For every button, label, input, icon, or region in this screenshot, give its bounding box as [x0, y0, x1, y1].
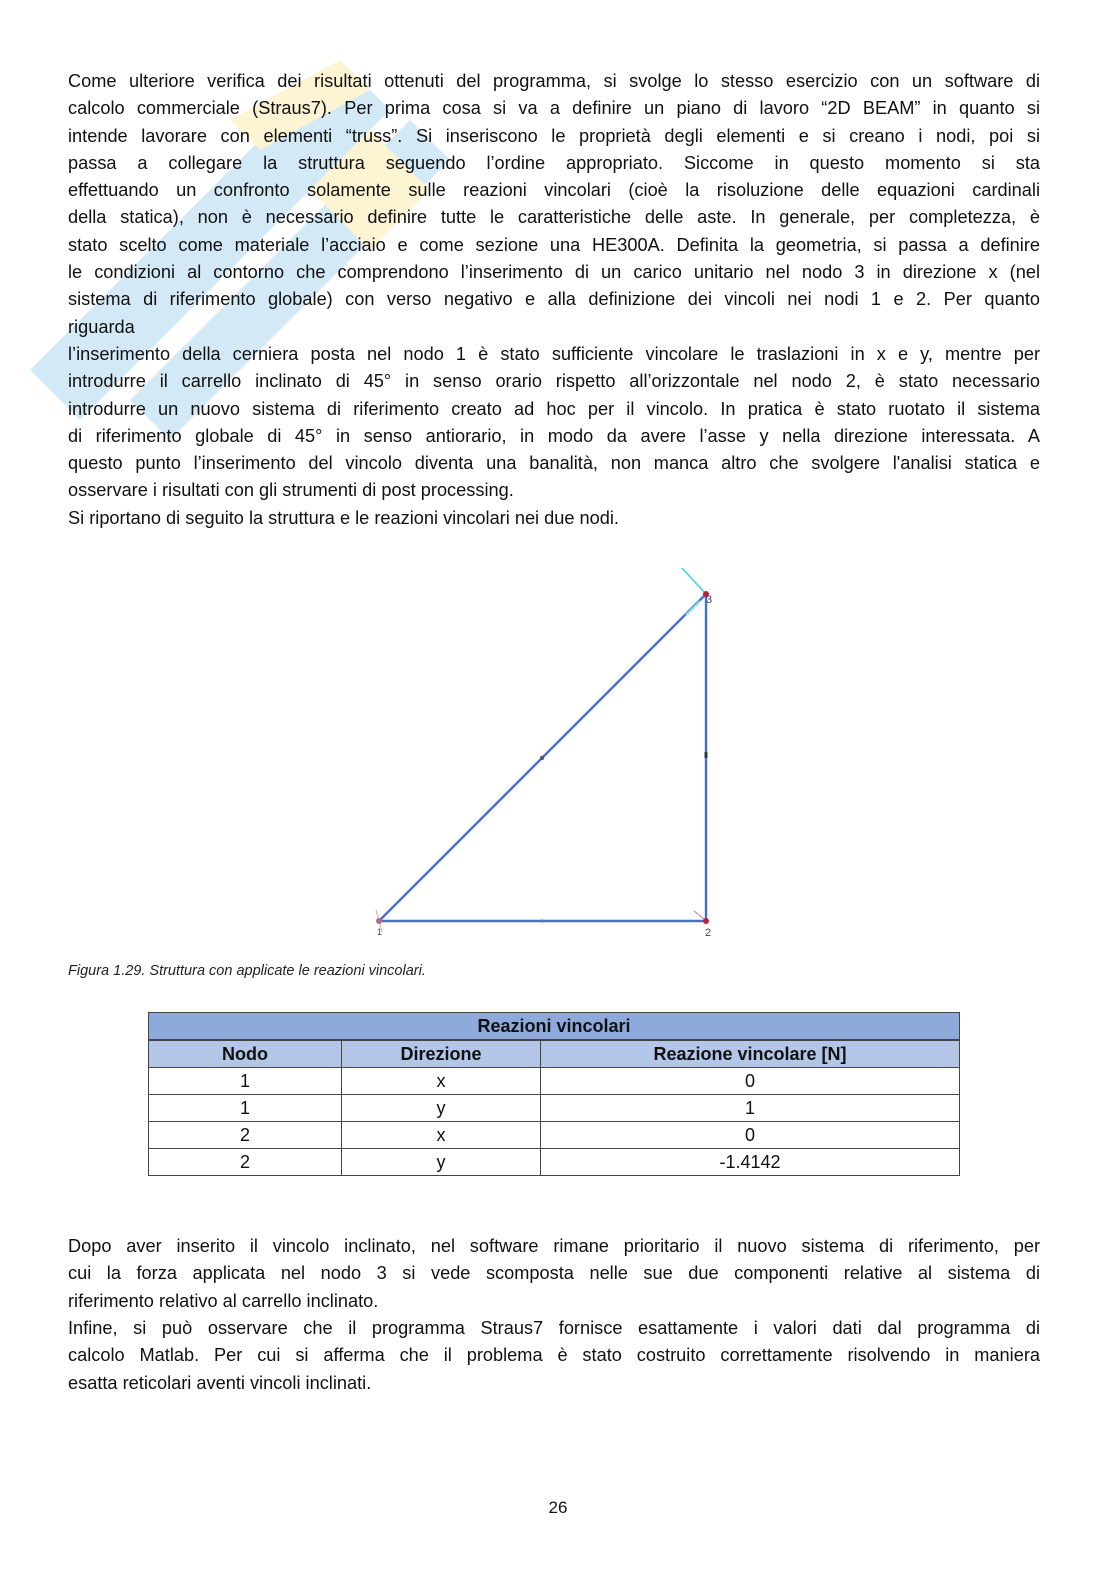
text-line: della statica), non è necessario definire tutte le caratteristiche delle aste. In generale, per completezza, è: [68, 207, 1040, 228]
text-line: di riferimento globale di 45° in senso antiorario, in modo da avere l’asse y nella direzione interessata. A: [68, 425, 1040, 446]
text-line: introdurre il carrello inclinato di 45° in senso orario rispetto all’orizzontale nel nodo 2, è stato necessario: [68, 371, 1040, 392]
text-line: questo punto l’inserimento del vincolo diventa una banalità, non manca altro che svolgere l'analisi statica e: [68, 453, 1040, 474]
paragraph-constraints: [68, 341, 1040, 505]
paragraph-software-note: [68, 1233, 1040, 1315]
text-line: Dopo aver inserito il vincolo inclinato, nel software rimane prioritario il nuovo sistema di riferimento, per: [68, 1236, 1040, 1256]
column-header-direzione: Direzione: [342, 1040, 541, 1068]
cell-reazione: 0: [541, 1068, 960, 1095]
text-line: l’inserimento della cerniera posta nel nodo 1 è stato sufficiente vincolare le traslazioni in x e y, mentre per: [68, 344, 1040, 364]
text-line: Infine, si può osservare che il programma Straus7 fornisce esattamente i valori dati dal programma di: [68, 1318, 1040, 1338]
text-line: esatta reticolari aventi vincoli inclinati.: [68, 1372, 372, 1393]
cell-nodo: 2: [149, 1149, 342, 1176]
text-line: effettuando un confronto solamente sulle reazioni vincolari (cioè la risoluzione delle equazioni cardinali: [68, 180, 1040, 201]
cell-nodo: 1: [149, 1068, 342, 1095]
page-number: 26: [548, 1498, 568, 1517]
table-row: [149, 1068, 960, 1095]
cell-reazione: -1.4142: [541, 1149, 960, 1176]
text-line: Come ulteriore verifica dei risultati ottenuti del programma, si svolge lo stesso esercizio con un software di: [68, 71, 1040, 91]
node-2-label: 2: [705, 927, 712, 939]
text-line: introdurre un nuovo sistema di riferimento creato ad hoc per il vincolo. In pratica è stato ruotato il sistema: [68, 398, 1040, 419]
text-line: riferimento relativo al carrello inclinato.: [68, 1290, 379, 1311]
text-line: cui la forza applicata nel nodo 3 si vede scomposta nelle sue due componenti relative al sistema di: [68, 1263, 1040, 1284]
table-row: [149, 1122, 960, 1149]
text-line: sistema di riferimento globale) con verso negativo e alla definizione dei vincoli nei nodi 1 e 2. Per quanto: [68, 289, 1040, 310]
roller-support-icon: [694, 911, 704, 919]
paragraph-figure-intro: [68, 505, 1040, 532]
column-header-reazione: Reazione vincolare [N]: [541, 1040, 960, 1068]
cell-direzione: x: [342, 1068, 541, 1095]
node-2-marker: [703, 918, 709, 924]
cell-nodo: 1: [149, 1095, 342, 1122]
reactions-table: [148, 1012, 960, 1176]
text-line: calcolo Matlab. Per cui si afferma che il problema è stato costruito correttamente risolvendo in maniera: [68, 1345, 1040, 1366]
text-line: stato scelto come materiale l’acciaio e come sezione una HE300A. Definita la geometria, si passa a definire: [68, 234, 1040, 255]
load-arrow-icon: [682, 568, 706, 594]
text-line: osservare i risultati con gli strumenti di post processing.: [68, 480, 514, 501]
cell-reazione: 1: [541, 1095, 960, 1122]
text-line: intende lavorare con elementi “truss”. Si inseriscono le proprietà degli elementi e si creano i nodi, poi si: [68, 125, 1040, 146]
cell-reazione: 0: [541, 1122, 960, 1149]
column-header-nodo: Nodo: [149, 1040, 342, 1068]
load-component-icon: [686, 601, 700, 615]
cell-nodo: 2: [149, 1122, 342, 1149]
text-line: calcolo commerciale (Straus7). Per prima cosa si va a definire un piano di lavoro “2D BEAM” in quanto si: [68, 98, 1040, 119]
node-3-label: 3: [706, 594, 713, 606]
table-title: Reazioni vincolari: [149, 1013, 960, 1041]
node-1-label: 1: [377, 927, 383, 937]
cell-direzione: x: [342, 1122, 541, 1149]
text-line: riguarda: [68, 316, 135, 337]
table-row: [149, 1149, 960, 1176]
table-header-row: [149, 1040, 960, 1068]
member-midpoint-marker: [540, 756, 544, 760]
text-line: Si riportano di seguito la struttura e le reazioni vincolari nei due nodi.: [68, 508, 619, 528]
node-1-marker: [376, 918, 382, 924]
member-midpoint-marker: [705, 752, 708, 758]
text-line: le condizioni al contorno che comprendono l’inserimento di un carico unitario nel nodo 3 in direzione x (nel: [68, 262, 1040, 283]
table-row: [149, 1095, 960, 1122]
table-title-row: [149, 1013, 960, 1041]
paragraph-conclusion: [68, 1315, 1040, 1397]
figure-caption: Figura 1.29. Struttura con applicate le reazioni vincolari.: [68, 963, 426, 979]
truss-structure-figure: [360, 555, 740, 945]
text-line: passa a collegare la struttura seguendo l’ordine appropriato. Siccome in questo momento si sta: [68, 152, 1040, 173]
cell-direzione: y: [342, 1095, 541, 1122]
cell-direzione: y: [342, 1149, 541, 1176]
paragraph-intro: [68, 68, 1040, 341]
